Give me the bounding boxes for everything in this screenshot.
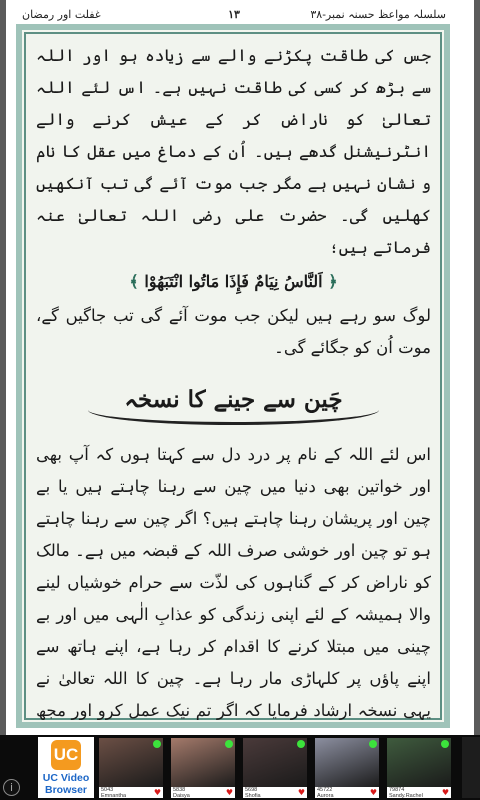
profile-label [389, 787, 423, 799]
profile-id: 79874 [389, 786, 405, 793]
ad-profile-card[interactable] [315, 738, 379, 798]
profile-id: 5043 [101, 786, 114, 793]
online-status-icon [369, 740, 377, 748]
profile-name: Emnantha [101, 792, 127, 799]
lips-icon: ♥ [441, 788, 449, 797]
profile-label [245, 787, 261, 799]
profile-label [173, 787, 190, 799]
lips-icon: ♥ [369, 788, 377, 797]
profile-name: Aurora [317, 792, 334, 799]
section-heading: چَین سے جینے کا نسخہ [88, 380, 378, 425]
paragraph: جس کی طاقت پکڑنے والے سے زیادہ ہو اور اللہ سے بڑھ کر کسی کی طاقت نہیں ہے۔ اس لئے اللہ تعالیٰ کو ناراض کر کے عیش کرنے والے انٹرنیشنل گدھے ہیں۔ اُن کے دماغ میں عقل کا نام و نشان نہیں ہے مگر جب موت آئے گی تب آنکھیں کھلیں گی۔ حضرت علی رضی اللہ تعالیٰ عنہ فرماتے ہیں؛ [36, 46, 431, 257]
profile-meta [99, 787, 163, 798]
ad-profile-card[interactable] [171, 738, 235, 798]
ad-edge [462, 737, 480, 798]
ornate-bracket-close: ﴾ [129, 272, 139, 291]
profile-name: Sandy.Rachel [389, 792, 423, 799]
online-status-icon [297, 740, 305, 748]
profile-id: 5838 [173, 786, 186, 793]
arabic-quote [36, 266, 431, 298]
ad-profile-card[interactable] [243, 738, 307, 798]
profile-label [317, 787, 334, 799]
ornate-bracket-open: ﴿ [328, 272, 338, 291]
ad-profile-card[interactable] [99, 738, 163, 798]
profile-name: Daisya [173, 792, 190, 799]
issue-title: سلسلہ مواعظ حسنہ نمبر-۳۸ [310, 7, 446, 21]
online-status-icon [153, 740, 161, 748]
lips-icon: ♥ [153, 788, 161, 797]
paragraph: اس لئے اللہ کے نام پر درد دل سے کہتا ہوں کہ آپ بھی اور خواتین بھی دنیا میں چین سے رہنا چاہتے ہیں یا بے چین اور پریشان رہنا چاہتے ہیں؟ اگر چین سے رہنا چاہتے ہو تو چین اور خوشی صرف اللہ کے قبضہ میں ہے۔ مالک کو ناراض کر کے گناہوں کی لذّت سے حرام خوشیاں لینے والا ہمیشہ کے لئے اپنی زندگی کو عذابِ الٰہی میں اور بے چینی میں مبتلا کرنے کا اقدام کر رہا ہے، اپنے ہاتھ سے اپنے پاؤں پر کلہاڑی مار رہا ہے۔ چین کا اللہ تعالیٰ نے یہی نسخہ ارشاد فرمایا کہ اگر تم نیک عمل کرو اور مجھ [36, 445, 431, 720]
uc-name-line2: Browser [44, 784, 87, 796]
lips-icon: ♥ [297, 788, 305, 797]
uc-logo-icon: UC [51, 740, 81, 770]
section-heading-row [36, 380, 431, 425]
arabic-quote-text: اَلنَّاسُ نِيَامٌ فَإِذَا مَاتُوا انْتَبَهُوْا [144, 272, 323, 291]
profile-label [101, 787, 126, 799]
book-title: غفلت اور رمضان [22, 7, 101, 21]
paragraph: لوگ سو رہے ہیں لیکن جب موت آئے گی تب جاگیں گے، موت اُن کو جگائے گی۔ [36, 306, 431, 357]
profile-id: 45722 [317, 786, 333, 793]
page-header [18, 4, 450, 24]
profile-meta [243, 787, 307, 798]
profile-meta [387, 787, 451, 798]
profile-id: 5698 [245, 786, 258, 793]
lips-icon: ♥ [225, 788, 233, 797]
profile-meta [315, 787, 379, 798]
uc-browser-tile[interactable] [38, 737, 94, 798]
page-text [36, 40, 431, 759]
uc-app-name [38, 772, 94, 796]
profile-name: Shofia [245, 792, 261, 799]
online-status-icon [225, 740, 233, 748]
online-status-icon [441, 740, 449, 748]
ad-profile-card[interactable] [387, 738, 451, 798]
page-number: ۱۳ [228, 7, 240, 21]
profile-meta [171, 787, 235, 798]
uc-name-line1: UC Video [42, 772, 90, 784]
info-icon[interactable]: i [3, 779, 20, 796]
